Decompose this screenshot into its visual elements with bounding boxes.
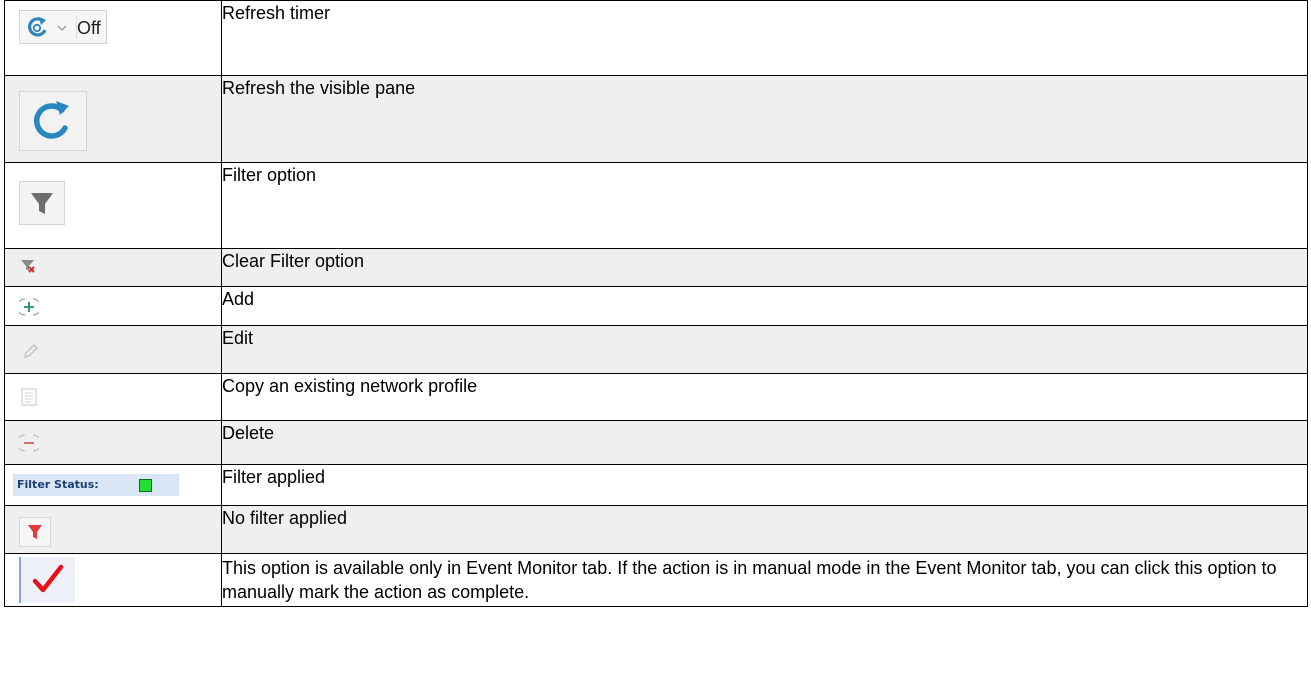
no-filter-icon (20, 518, 50, 546)
icon-cell (5, 374, 222, 421)
table-row (5, 374, 1308, 421)
delete-icon[interactable] (19, 433, 39, 453)
edit-icon[interactable] (21, 341, 41, 361)
refresh-icon (20, 92, 86, 150)
description-cell: Refresh the visible pane (222, 76, 1308, 163)
filter-icon (20, 182, 64, 224)
table-row (5, 465, 1308, 506)
icon-cell (5, 421, 222, 465)
clear-filter-icon[interactable] (19, 257, 37, 275)
table-row (5, 163, 1308, 249)
refresh-button[interactable] (19, 91, 87, 151)
mark-complete-button[interactable] (19, 557, 75, 603)
table-row (5, 76, 1308, 163)
icon-cell (5, 465, 222, 506)
table-row (5, 287, 1308, 326)
icon-cell (5, 76, 222, 163)
table-row (5, 1, 1308, 76)
chevron-down-icon (56, 22, 68, 34)
icon-cell (5, 163, 222, 249)
add-icon[interactable] (19, 297, 39, 317)
filter-status-indicator (13, 474, 179, 496)
description-cell: No filter applied (222, 506, 1308, 554)
refresh-timer-value: Off (77, 18, 101, 38)
description-cell: Filter option (222, 163, 1308, 249)
status-green-square-icon (139, 479, 152, 492)
icon-cell (5, 287, 222, 326)
icon-reference-table (4, 0, 1308, 607)
checkmark-icon (21, 557, 75, 603)
description-cell: Filter applied (222, 465, 1308, 506)
no-filter-button[interactable] (19, 517, 51, 547)
description-cell: Refresh timer (222, 1, 1308, 76)
table-row (5, 249, 1308, 287)
description-cell: Clear Filter option (222, 249, 1308, 287)
table-row (5, 421, 1308, 465)
table-row (5, 326, 1308, 374)
icon-cell (5, 1, 222, 76)
icon-cell (5, 326, 222, 374)
description-cell: This option is available only in Event Monitor tab. If the action is in manual mode in the Event Monitor tab, you can click this option to manually mark the action as complete. (222, 554, 1308, 607)
copy-icon[interactable] (19, 387, 39, 407)
table-row (5, 554, 1308, 607)
filter-status-label: Filter Status: (17, 478, 99, 491)
description-cell: Copy an existing network profile (222, 374, 1308, 421)
description-cell: Delete (222, 421, 1308, 465)
description-cell: Add (222, 287, 1308, 326)
description-cell: Edit (222, 326, 1308, 374)
icon-cell (5, 249, 222, 287)
refresh-timer-icon (23, 12, 53, 42)
icon-cell (5, 554, 222, 607)
table-row (5, 506, 1308, 554)
icon-cell (5, 506, 222, 554)
filter-button[interactable] (19, 181, 65, 225)
